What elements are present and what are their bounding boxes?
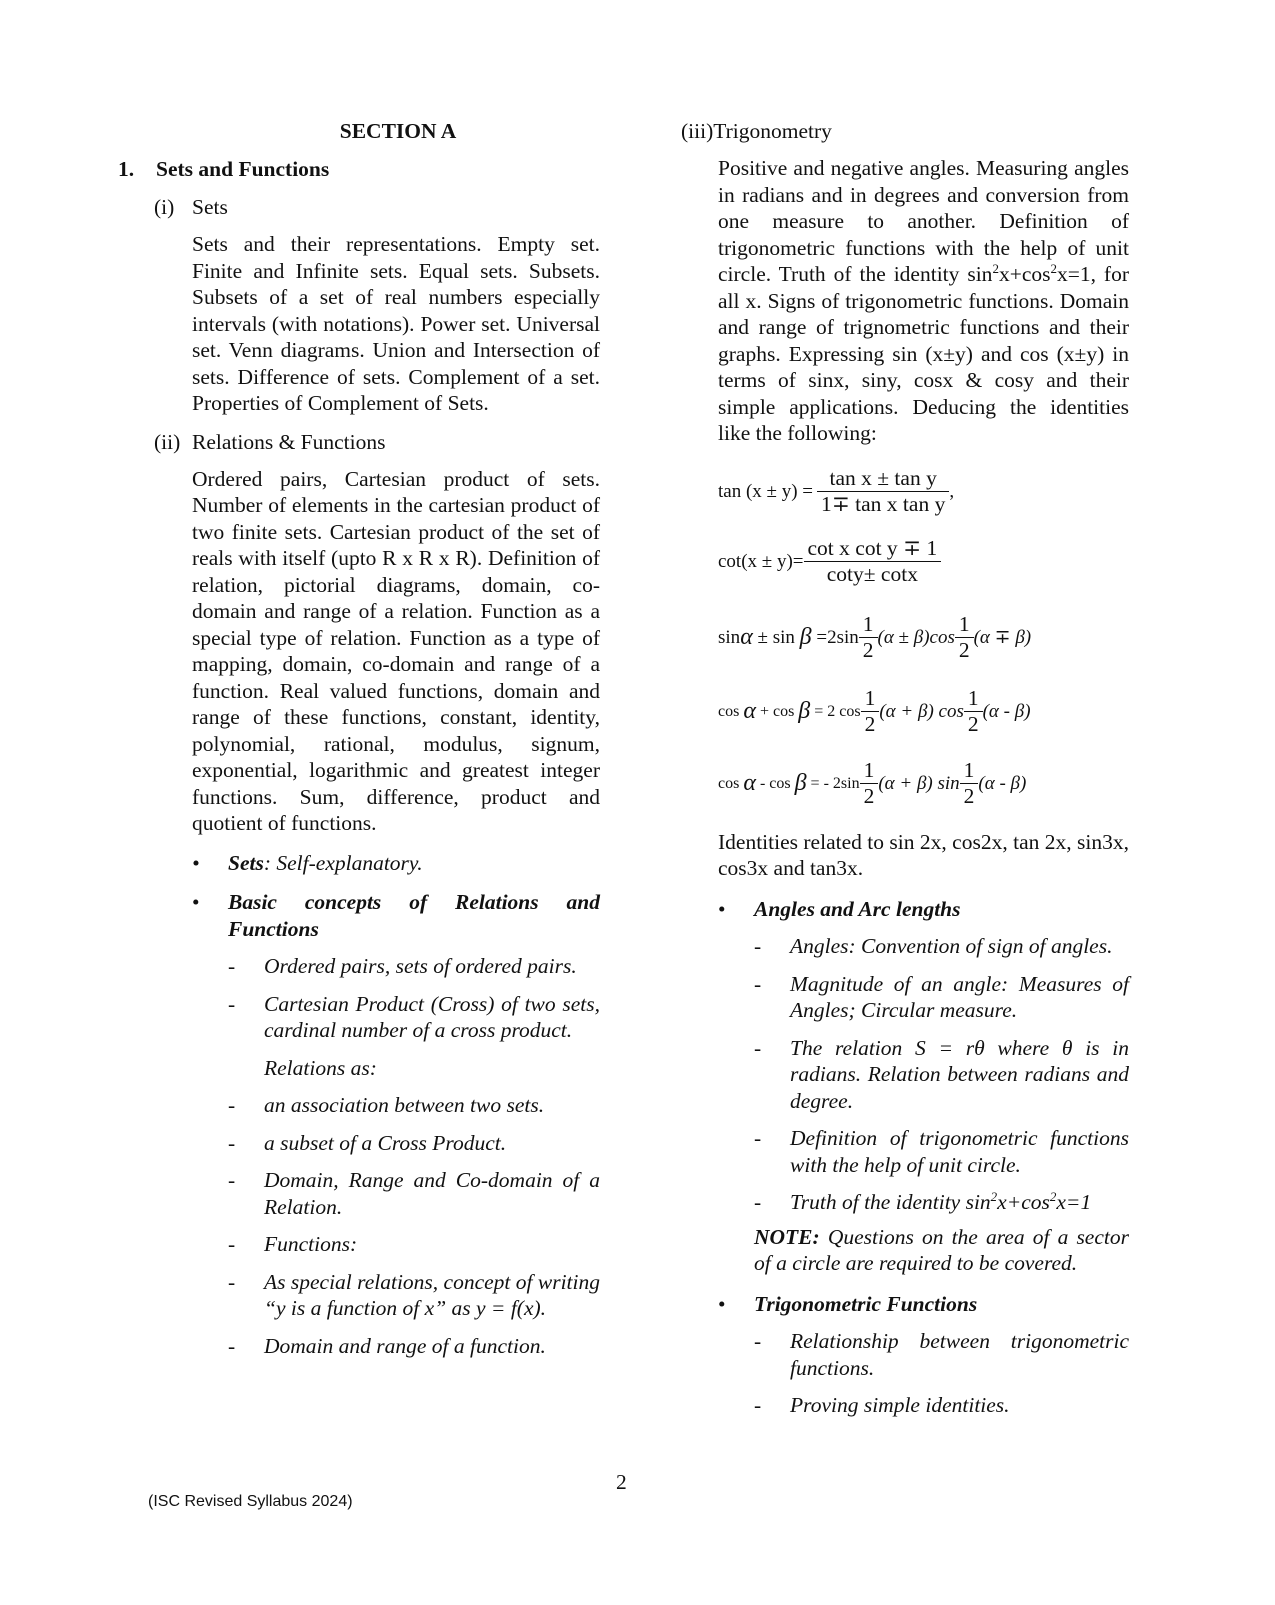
item-text: Domain and range of a function.	[264, 1333, 546, 1358]
list-item	[754, 1035, 1129, 1115]
alpha-symbol: α	[740, 624, 753, 650]
half-fraction	[859, 612, 878, 663]
bullet-angles	[718, 896, 1129, 923]
dash-mark: -	[754, 971, 762, 996]
dash-mark: -	[228, 1093, 236, 1117]
bullet-text: Basic concepts of Relations and Functions	[228, 890, 600, 941]
subtopic-number: (iii)	[681, 119, 714, 143]
formula-part: + cos	[759, 702, 795, 720]
formula-part: cos	[718, 774, 740, 792]
formula-tan	[718, 461, 1157, 523]
formula-part: sin	[718, 626, 741, 648]
beta-symbol: β	[794, 770, 807, 796]
formula-part: (α - β)	[982, 700, 1031, 722]
formula-tail: ,	[949, 480, 955, 502]
formula-lhs: tan (x ± y) =	[718, 480, 814, 502]
formula-cos-sum	[718, 681, 1157, 743]
bullet-dot: •	[192, 850, 200, 875]
formula-part: = 2 cos	[814, 702, 861, 720]
list-item	[228, 1269, 600, 1322]
list-item	[754, 1328, 1129, 1381]
left-column	[118, 118, 618, 1359]
half-fraction	[955, 612, 974, 663]
superscript: 2	[992, 260, 999, 276]
bullet-bold: Sets	[228, 850, 264, 875]
formula-sin-sum	[718, 607, 1157, 669]
fraction-denominator: 2	[864, 712, 876, 736]
superscript: 2	[1049, 1188, 1057, 1204]
item-text: Proving simple identities.	[790, 1393, 1010, 1417]
subtopic-number: (i)	[154, 195, 175, 219]
bullet-text: Angles and Arc lengths	[754, 896, 961, 921]
list-item	[754, 1125, 1129, 1178]
alpha-symbol: α	[743, 698, 756, 724]
formula-cot	[718, 531, 1157, 593]
section-title: SECTION A	[339, 119, 457, 143]
superscript: 2	[1050, 260, 1057, 276]
trig-functions-subitems	[754, 1328, 1129, 1419]
formula-part: (α + β) cos	[879, 700, 964, 722]
half-fraction	[964, 686, 983, 737]
formula-part: (α + β) sin	[878, 772, 960, 794]
item-text: Relationship between trigonometric functions.	[790, 1329, 1129, 1380]
item-text: Ordered pairs, sets of ordered pairs.	[264, 954, 577, 978]
relations-paragraph: Ordered pairs, Cartesian product of sets. Number of elements in the cartesian product of two finite sets. Cartesian product of the set of reals with itself (upto R x R x R). Definition of relation, pictorial diagrams, domain, co-domain and range of a relation. Function as a special type of relation. Function as a type of mapping, domain, co-domain and range of a function. Real valued functions, domain and range of these functions, constant, identity, polynomial, rational, modulus, signum, exponential, logarithmic and greatest integer functions. Sum, difference, product and quotient of functions.	[192, 466, 600, 835]
beta-symbol: β	[799, 624, 812, 650]
fraction-numerator: tan x ± tan y	[817, 466, 949, 492]
para-text: x=1, for all x. Signs of trigonometric functions. Domain and range of trignometric functions and their graphs. Expressing sin (x±y) and cos (x±y) in terms of sinx, siny, cosx & cosy and their simple applications. Deducing the identities like the following:	[718, 262, 1130, 445]
item-text: Magnitude of an angle: Measures of Angles; Circular measure.	[790, 971, 1129, 1022]
fraction-denominator: 2	[863, 784, 875, 808]
trigonometry-paragraph	[718, 155, 1129, 447]
identities-paragraph: Identities related to sin 2x, cos2x, tan 2x, sin3x, cos3x and tan3x.	[718, 829, 1129, 880]
item-text: Functions:	[264, 1232, 358, 1256]
bullet-trig-functions	[718, 1291, 1129, 1318]
item-text: Domain, Range and Co-domain of a Relation.	[264, 1168, 600, 1219]
dash-mark: -	[754, 1035, 762, 1060]
item-text: an association between two sets.	[264, 1093, 545, 1117]
topic-number: 1.	[118, 157, 135, 181]
formula-part: cos	[718, 702, 740, 720]
dash-mark: -	[228, 1269, 236, 1294]
formula-lhs: cot(x ± y)=	[718, 550, 804, 572]
fraction-denominator: 2	[862, 638, 874, 662]
half-fraction	[861, 686, 880, 737]
para-text: x+cos	[998, 262, 1051, 286]
item-text: Cartesian Product (Cross) of two sets, cardinal number of a cross product.	[264, 991, 600, 1042]
item-text: Truth of the identity sin	[790, 1190, 991, 1214]
relations-subitems	[228, 953, 600, 1359]
note	[754, 1224, 1129, 1277]
fraction-denominator: 2	[967, 712, 979, 736]
formula-part: ± sin	[757, 626, 795, 648]
item-text: As special relations, concept of writing “y is a function of x” as y = f(x).	[264, 1269, 601, 1320]
list-item	[754, 971, 1129, 1024]
fraction-numerator: 1	[860, 758, 879, 784]
fraction-numerator: 1	[960, 758, 979, 784]
angles-subitems	[754, 933, 1129, 1277]
fraction-numerator: 1	[955, 612, 974, 638]
list-item	[228, 1130, 600, 1157]
list-item	[228, 1092, 600, 1119]
item-text: x+cos	[997, 1190, 1050, 1214]
dash-mark: -	[228, 1168, 236, 1192]
formula-fraction	[817, 466, 949, 517]
list-item	[754, 1189, 1129, 1216]
bullet-dot: •	[718, 1291, 726, 1316]
dash-mark: -	[228, 1232, 236, 1256]
item-text: a subset of a Cross Product.	[264, 1130, 507, 1155]
subtopic-trigonometry	[681, 118, 1157, 144]
right-bullets	[718, 896, 1129, 1419]
list-item	[228, 953, 600, 980]
subtopic-title: Sets	[192, 195, 228, 219]
dash-mark: -	[228, 1130, 236, 1155]
formula-part: - cos	[759, 774, 791, 792]
footer-syllabus-label: (ISC Revised Syllabus 2024)	[148, 1493, 353, 1510]
bullet-dot: •	[192, 890, 200, 914]
dash-mark: -	[754, 934, 762, 958]
fraction-denominator: coty± cotx	[826, 562, 918, 586]
item-text: x=1	[1056, 1190, 1092, 1214]
bullet-sets	[192, 850, 600, 877]
half-fraction	[960, 758, 979, 809]
topic-title: Sets and Functions	[156, 157, 330, 181]
para-text: Positive and negative angles. Measuring angles in radians and in degrees and conversion from one measure to another. Definition of trigonometric functions with the help of unit circle. Truth of the identity sin	[718, 156, 1129, 286]
fraction-numerator: 1	[859, 612, 878, 638]
relations-as-label: Relations as:	[264, 1055, 377, 1080]
item-text: The relation S = rθ where θ is in radians. Relation between radians and degree.	[790, 1035, 1129, 1113]
page-number: 2	[616, 1470, 627, 1494]
formula-part: (α - β)	[978, 772, 1027, 794]
fraction-denominator: 2	[958, 638, 970, 662]
half-fraction	[860, 758, 879, 809]
formula-part: = - 2sin	[810, 774, 860, 792]
bullet-text: Trigonometric Functions	[754, 1291, 978, 1316]
subtopic-relations	[154, 429, 618, 455]
sets-paragraph: Sets and their representations. Empty set. Finite and Infinite sets. Equal sets. Subsets. Subsets of a set of real numbers especially intervals (with notations). Power set. Universal set. Venn diagrams. Union and Intersection of sets. Difference of sets. Complement of a set. Properties of Complement of Sets.	[192, 232, 600, 415]
subtopic-sets	[154, 194, 618, 220]
fraction-numerator: 1	[861, 686, 880, 712]
formula-part: =2sin	[816, 626, 859, 648]
item-text: Definition of trigonometric functions with the help of unit circle.	[790, 1126, 1129, 1177]
dash-mark: -	[228, 1333, 236, 1358]
item-text: Angles: Convention of sign of angles.	[790, 934, 1113, 958]
formula-cos-diff	[718, 753, 1157, 815]
dash-mark: -	[754, 1329, 762, 1353]
alpha-symbol: α	[743, 770, 756, 796]
fraction-numerator: 1	[964, 686, 983, 712]
bullet-relations-functions	[192, 889, 600, 942]
subtopic-number: (ii)	[154, 429, 181, 454]
list-item	[754, 933, 1129, 960]
dash-mark: -	[754, 1126, 762, 1150]
fraction-denominator: 1∓ tan x tan y	[821, 492, 946, 516]
list-item	[228, 1231, 600, 1258]
formula-fraction	[804, 536, 942, 587]
list-item	[228, 991, 600, 1044]
list-item	[754, 1392, 1129, 1419]
dash-mark: -	[754, 1190, 762, 1214]
subtopic-title: Relations & Functions	[192, 429, 386, 454]
superscript: 2	[990, 1188, 998, 1204]
formula-part: (α ∓ β)	[973, 627, 1032, 648]
list-item	[228, 1333, 600, 1360]
dash-mark: -	[228, 991, 236, 1016]
topic-heading	[118, 156, 618, 182]
beta-symbol: β	[798, 698, 811, 724]
right-column	[681, 118, 1157, 1419]
dash-mark: -	[228, 954, 236, 978]
fraction-numerator: cot x cot y ∓ 1	[804, 536, 942, 562]
bullet-text: : Self-explanatory.	[263, 850, 423, 875]
note-label: NOTE:	[754, 1224, 820, 1249]
note-text: Questions on the area of a sector of a circle are required to be covered.	[754, 1224, 1129, 1275]
subtopic-title: Trigonometry	[713, 119, 832, 143]
formula-part: (α ± β)cos	[877, 626, 955, 648]
bullet-dot: •	[718, 896, 726, 921]
dash-mark: -	[754, 1393, 762, 1417]
fraction-denominator: 2	[963, 784, 975, 808]
left-bullets	[192, 850, 600, 1360]
list-item	[228, 1167, 600, 1220]
